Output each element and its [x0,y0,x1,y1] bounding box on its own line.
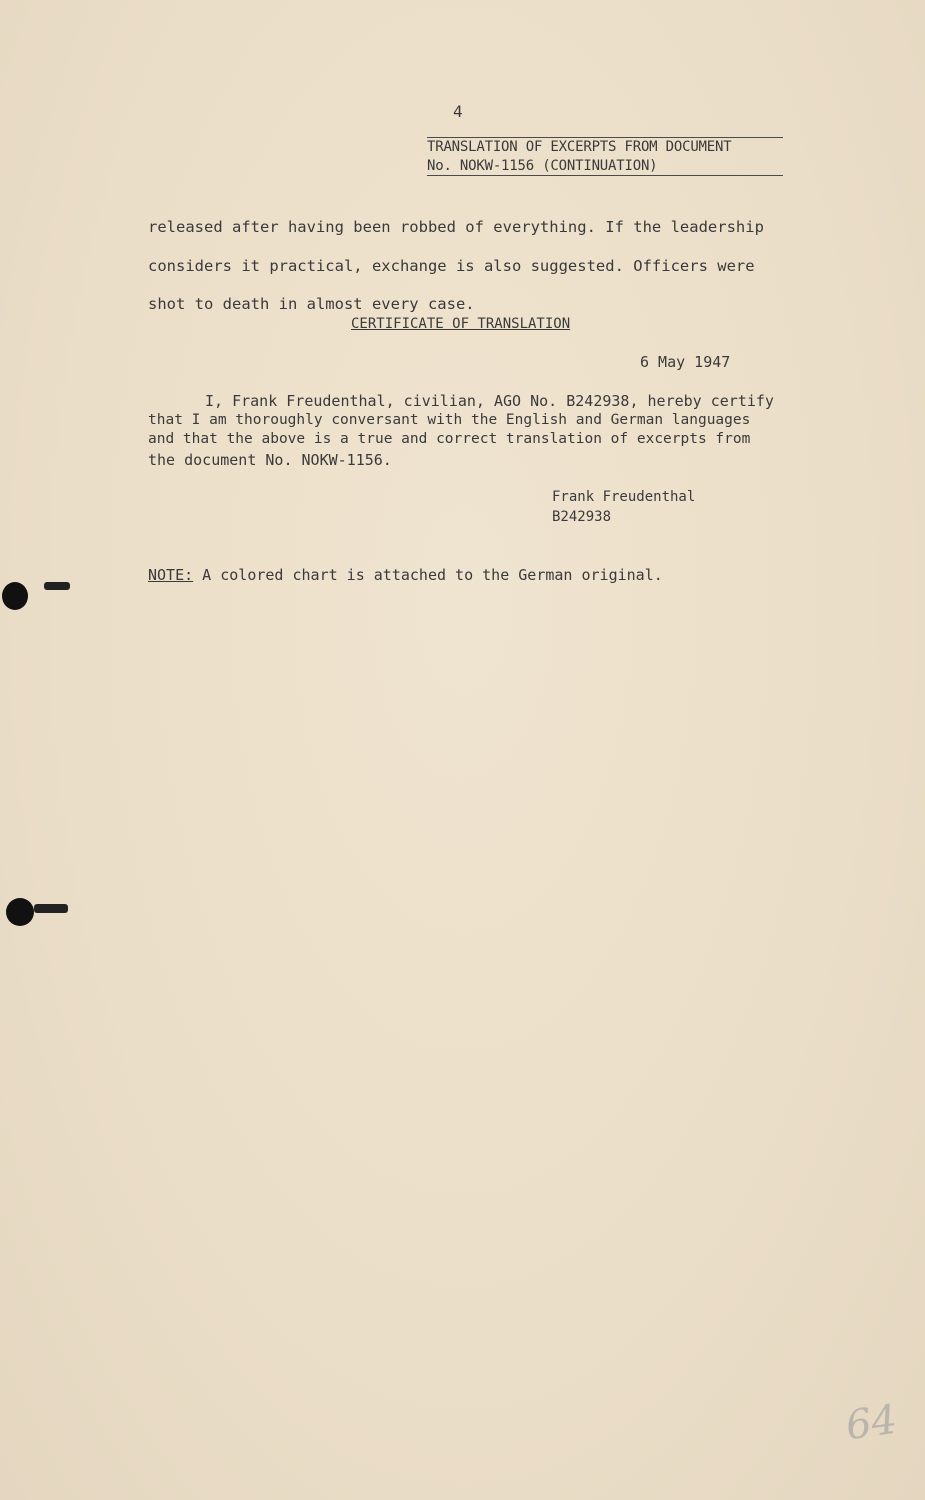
header-rule-bottom [427,175,783,176]
document-title-line-2: No. NOKW-1156 (CONTINUATION) [427,158,658,174]
certificate-line: the document No. NOKW-1156. [148,451,392,469]
body-line: considers it practical, exchange is also suggested. Officers were [148,257,755,275]
punch-mark-icon [44,582,70,590]
note [148,566,663,584]
certificate-date: 6 May 1947 [640,353,731,371]
certificate-title: CERTIFICATE OF TRANSLATION [351,316,571,332]
punch-hole-icon [2,582,28,610]
punch-mark-icon [34,904,68,913]
note-text: A colored chart is attached to the German original. [193,566,663,584]
page-stamp-number: 64 [843,1396,900,1450]
signature-name: Frank Freudenthal [552,489,696,505]
document-title-line-1: TRANSLATION OF EXCERPTS FROM DOCUMENT [427,139,732,155]
header-rule-top [427,137,783,138]
signature-number: B242938 [552,509,612,525]
page-number: 4 [453,102,463,121]
certificate-line: and that the above is a true and correct translation of excerpts from [148,431,751,447]
punch-hole-icon [6,898,34,926]
certificate-line: I, Frank Freudenthal, civilian, AGO No. B242938, hereby certify [205,392,774,410]
body-line: shot to death in almost every case. [148,295,475,313]
certificate-line: that I am thoroughly conversant with the English and German languages [148,412,751,428]
body-line: released after having been robbed of everything. If the leadership [148,218,764,236]
note-label: NOTE: [148,566,194,584]
